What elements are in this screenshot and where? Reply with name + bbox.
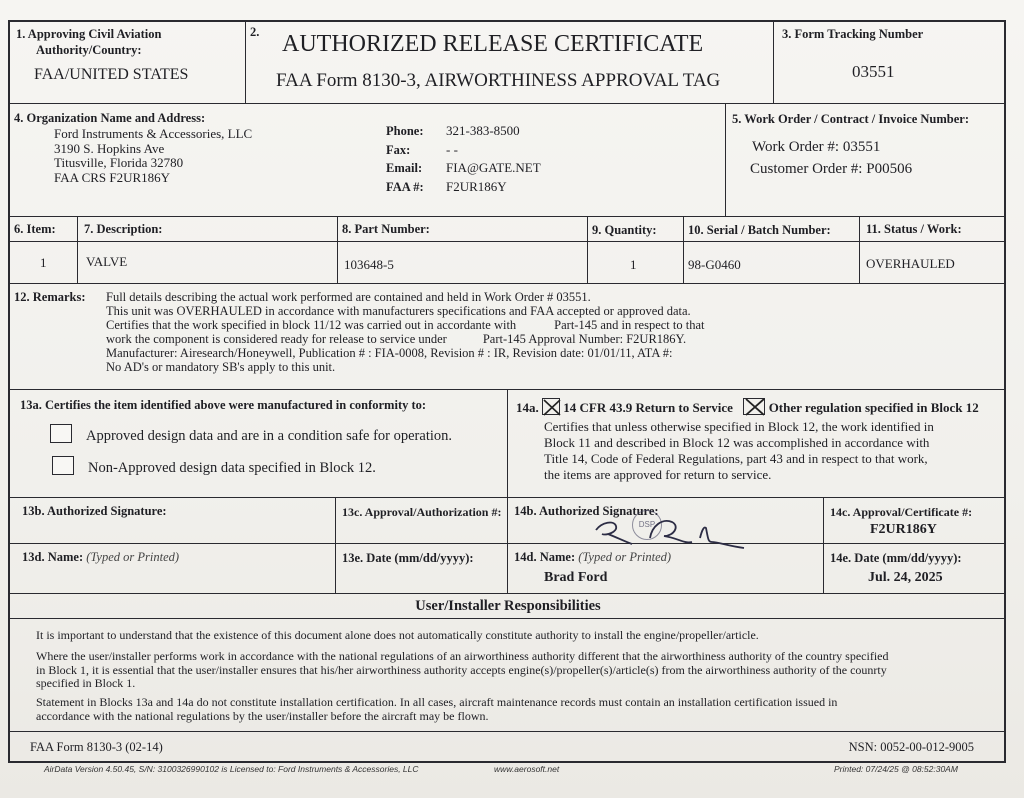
website-link[interactable]: www.aerosoft.net (494, 764, 560, 774)
part-number-value: 103648-5 (344, 257, 394, 272)
block-13d-label: 13d. Name: (22, 550, 84, 564)
block-14a-statement (544, 419, 934, 483)
block-1-authority (10, 22, 246, 104)
checked-x-icon (743, 398, 767, 417)
remarks-line: Manufacturer: Airesearch/Honeywell, Publication # : FIA-0008, Revision # : IR, Revision date: 01/01/11, ATA #: (106, 346, 673, 360)
block-1-label-2: Authority/Country: (36, 43, 142, 57)
block-14e (824, 544, 1006, 594)
phone-value: 321-383-8500 (446, 123, 520, 138)
quantity-cell (588, 242, 684, 284)
block-2-number: 2. (250, 25, 260, 39)
approval-certificate-number: F2UR186Y (870, 522, 937, 537)
block-1-label-1: 1. Approving Civil Aviation (16, 27, 162, 41)
block-14b (508, 498, 824, 544)
statement-line: Certifies that unless otherwise specified in Block 12, the work identified in (544, 419, 934, 434)
statement-line: Title 14, Code of Federal Regulations, part 43 and in respect to that work, (544, 451, 928, 466)
organization-address (54, 127, 252, 185)
responsibilities-header (10, 594, 1006, 619)
responsibilities-body (10, 619, 1006, 732)
header-part-number-label: 8. Part Number: (342, 222, 430, 236)
item-cell (10, 242, 78, 284)
paragraph-line: specified in Block 1. (36, 676, 136, 690)
responsibilities-paragraph-1: It is important to understand that the existence of this document alone does not automatically constitute authority to install the engine/propeller/article. (36, 628, 759, 642)
approved-design-checkbox[interactable] (50, 424, 72, 443)
block-14c-label: 14c. Approval/Certificate #: (830, 505, 973, 519)
paragraph-line: accordance with the national regulations by the user/installer before the aircraft may be flown. (36, 708, 489, 723)
header-item-label: 6. Item: (14, 222, 56, 236)
fax-value: - - (446, 141, 458, 157)
serial-cell (684, 242, 860, 284)
header-quantity (588, 217, 684, 242)
header-item (10, 217, 78, 242)
block-13a-label: 13a. Certifies the item identified above were manufactured in conformity to: (20, 398, 427, 412)
address-line: 3190 S. Hopkins Ave (54, 140, 165, 156)
block-14b-label: 14b. Authorized Signature: (514, 504, 659, 518)
inspector-stamp: DSP (632, 510, 662, 540)
block-4-label: 4. Organization Name and Address: (14, 111, 206, 125)
block-14d (508, 544, 824, 594)
software-license-line: AirData Version 4.50.45, S/N: 3100326990102 is Licensed to: Ford Instruments & Accessories, LLC (44, 764, 419, 774)
address-line: Titusville, Florida 32780 (54, 155, 184, 170)
other-regulation-checkbox[interactable] (743, 398, 765, 415)
faa-value: F2UR186Y (446, 178, 507, 194)
form-identifier: FAA Form 8130-3 (02-14) (30, 740, 163, 754)
certificate-title: AUTHORIZED RELEASE CERTIFICATE (282, 31, 704, 57)
remarks-line: Part-145 Approval Number: F2UR186Y. (482, 332, 687, 346)
address-line: FAA CRS F2UR186Y (54, 169, 171, 185)
non-approved-design-checkbox[interactable] (52, 456, 74, 475)
nsn-number: NSN: 0052-00-012-9005 (848, 740, 974, 754)
statement-line: Block 11 and described in Block 12 was accomplished in accordance with (544, 435, 930, 450)
block-2-title (246, 22, 774, 104)
block-14a-return-to-service (516, 398, 979, 416)
block-4-organization (10, 104, 726, 217)
remarks-line: Full details describing the actual work performed are contained and held in Work Order # 03551. (106, 290, 591, 304)
authority-country-value: FAA/UNITED STATES (34, 66, 189, 83)
block-13a (10, 390, 508, 498)
block-14d-label: 14d. Name: (514, 550, 576, 564)
remarks-line: work the component is considered ready for release to service under (106, 332, 447, 346)
faa-label: FAA #: (386, 179, 424, 194)
remarks-line: Part-145 and in respect to that (554, 318, 705, 332)
form-tracking-number: 03551 (852, 62, 895, 81)
paragraph-line: Statement in Blocks 13a and 14a do not constitute installation certification. In all cases, aircraft maintenance records must contain an installation certification issued in (36, 695, 838, 709)
return-to-service-checkbox[interactable] (542, 398, 560, 415)
certificate-subtitle: FAA Form 8130-3, AIRWORTHINESS APPROVAL TAG (276, 70, 721, 91)
checked-x-icon (542, 398, 562, 417)
description-cell (78, 242, 338, 284)
block-13d-label-group (22, 550, 179, 565)
status-value: OVERHAULED (866, 256, 955, 271)
block-14d-hint: (Typed or Printed) (578, 550, 672, 564)
remarks-line: No AD's or mandatory SB's apply to this unit. (106, 360, 336, 374)
email-value: FIA@GATE.NET (446, 160, 541, 175)
block-5-label: 5. Work Order / Contract / Invoice Number: (732, 112, 970, 126)
phone-label: Phone: (386, 124, 424, 138)
block-13d-hint: (Typed or Printed) (86, 550, 180, 564)
block-13c (336, 498, 508, 544)
customer-order-number: Customer Order #: P00506 (750, 161, 913, 177)
block-14d-label-group (514, 550, 671, 565)
contact-details (386, 122, 541, 196)
address-line: Ford Instruments & Accessories, LLC (54, 126, 253, 141)
non-approved-design-label: Non-Approved design data specified in Block 12. (88, 460, 376, 476)
responsibilities-title: User/Installer Responsibilities (415, 598, 601, 614)
header-quantity-label: 9. Quantity: (592, 223, 657, 237)
header-status (860, 217, 1006, 242)
header-description (78, 217, 338, 242)
block-14e-label: 14e. Date (mm/dd/yyyy): (830, 551, 962, 565)
header-part-number (338, 217, 588, 242)
remarks-text (106, 290, 704, 374)
remarks-label: 12. Remarks: (14, 290, 86, 304)
approved-design-label: Approved design data and are in a condition safe for operation. (86, 428, 452, 444)
item-value: 1 (40, 255, 47, 270)
paragraph-line: in Block 1, it is essential that the user/installer ensures that his/her airworthiness authority accepts engine(s)/propeller(s)/article(s) from the airworthiness authority of the counrty (36, 662, 887, 677)
block-14a-number: 14a. (516, 400, 539, 415)
block-13b-label: 13b. Authorized Signature: (22, 504, 167, 518)
fax-label: Fax: (386, 142, 411, 157)
block-3-tracking (774, 22, 1006, 104)
serial-value: 98-G0460 (688, 257, 741, 272)
form-8130-3 (8, 20, 1006, 763)
remarks-line: This unit was OVERHAULED in accordance with manufacturers specifications and FAA accepted or approved data. (106, 304, 691, 318)
responsibilities-paragraph-3 (36, 696, 837, 723)
block-13e-label: 13e. Date (mm/dd/yyyy): (342, 551, 474, 565)
part-number-cell (338, 242, 588, 284)
block-12-remarks (10, 284, 1006, 390)
statement-line: the items are approved for return to service. (544, 467, 772, 482)
remarks-line: Certifies that the work specified in block 11/12 was carried out in accordante with (106, 318, 517, 332)
other-regulation-label: Other regulation specified in Block 12 (768, 400, 979, 415)
header-description-label: 7. Description: (84, 222, 163, 236)
header-status-label: 11. Status / Work: (866, 222, 962, 236)
block-14a (508, 390, 1006, 498)
paragraph-line: Where the user/installer performs work in accordance with the national regulations of an airworthiness authority different that the airworthiness authority of the country specified (36, 649, 889, 663)
email-label: Email: (386, 161, 423, 175)
block-3-label: 3. Form Tracking Number (782, 27, 924, 41)
block-5-work-order (726, 104, 1006, 217)
return-to-service-label: 14 CFR 43.9 Return to Service (563, 400, 733, 415)
header-serial-label: 10. Serial / Batch Number: (688, 223, 831, 237)
work-order-number: Work Order #: 03551 (752, 139, 881, 155)
header-serial (684, 217, 860, 242)
block-13e (336, 544, 508, 594)
block-13c-label: 13c. Approval/Authorization #: (342, 505, 502, 519)
status-cell (860, 242, 1006, 284)
responsibilities-paragraph-2 (36, 650, 889, 691)
block-14c (824, 498, 1006, 544)
description-value: VALVE (86, 254, 128, 269)
quantity-value: 1 (630, 257, 637, 272)
block-13b (10, 498, 336, 544)
block-13d (10, 544, 336, 594)
authorized-name-value: Brad Ford (544, 570, 608, 585)
release-date-value: Jul. 24, 2025 (868, 570, 943, 585)
printed-timestamp: Printed: 07/24/25 @ 08:52:30AM (834, 764, 958, 774)
